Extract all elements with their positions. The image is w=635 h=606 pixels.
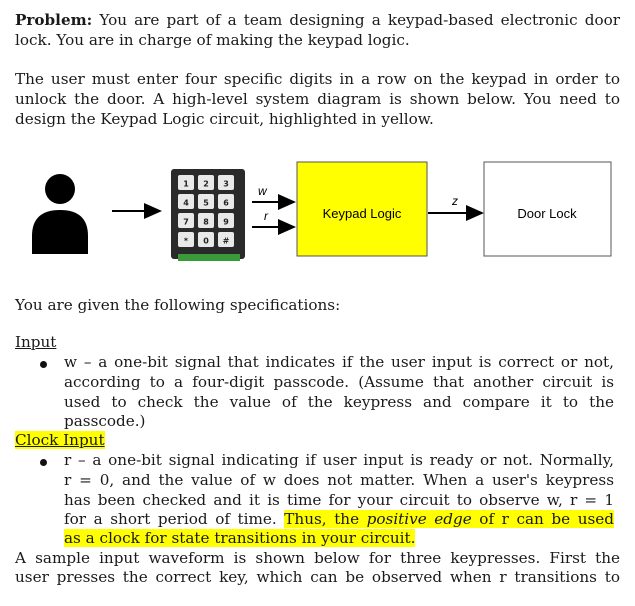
input-heading-text: Input xyxy=(15,333,57,351)
keypad-key-label: 9 xyxy=(223,217,229,227)
problem-line-2: lock. You are in charge of making the keypad logic. xyxy=(15,31,410,49)
keypad-key-label: 5 xyxy=(203,198,209,208)
r-line-4-plain: for a short period of time. xyxy=(64,510,285,528)
w-line-2: according to a four-digit passcode. (Assume that another circuit is xyxy=(64,373,614,391)
r-line-5-highlight: as a clock for state transitions in your circuit. xyxy=(64,529,416,547)
clock-input-heading xyxy=(15,431,620,451)
w-line-4: passcode.) xyxy=(64,412,146,430)
r-line-1: r – a one-bit signal indicating if user input is ready or not. Normally, xyxy=(64,451,614,469)
bullet-r xyxy=(40,459,47,466)
w-line-3: used to check the value of the keypress and compare it to the xyxy=(64,393,614,411)
keypad-key-label: * xyxy=(183,236,189,246)
signal-w-label: w xyxy=(258,184,267,198)
keypad-logic-label: Keypad Logic xyxy=(322,206,402,221)
sample-line-1: A sample input waveform is shown below for three keypresses. First the xyxy=(15,549,620,567)
keypad-key-label: 1 xyxy=(183,179,189,189)
keypad-key-label: 7 xyxy=(183,217,189,227)
user-icon xyxy=(32,174,88,254)
keypad-key-label: 0 xyxy=(203,236,209,246)
sample-line-2: user presses the correct key, which can be observed when r transitions to xyxy=(15,568,620,586)
intro-line-3: design the Keypad Logic circuit, highlighted in yellow. xyxy=(15,110,434,128)
keypad-key-label: 6 xyxy=(223,198,229,208)
r-line-4 xyxy=(64,510,614,530)
keypad-key-label: # xyxy=(222,236,230,246)
clock-input-heading-text: Clock Input xyxy=(15,431,105,449)
keypad-key-label: 4 xyxy=(183,198,189,208)
r-line-2: r = 0, and the value of w does not matter. When a user's keypress xyxy=(64,471,614,489)
intro-line-1: The user must enter four specific digits in a row on the keypad in order to xyxy=(15,70,620,88)
problem-label: Problem: xyxy=(15,11,93,29)
system-diagram xyxy=(0,150,635,270)
keypad-key-label: 2 xyxy=(203,179,209,189)
input-heading xyxy=(15,333,620,353)
w-line-1: w – a one-bit signal that indicates if the user input is correct or not, xyxy=(64,353,614,371)
keypad-key-label: 8 xyxy=(203,217,209,227)
r-line-3: has been checked and it is time for your circuit to observe w, r = 1 xyxy=(64,491,614,509)
bullet-w xyxy=(40,361,47,368)
r-line-5 xyxy=(64,529,614,549)
door-lock-label: Door Lock xyxy=(517,206,577,221)
keypad-key-label: 3 xyxy=(223,179,229,189)
intro-line-2: unlock the door. A high-level system diagram is shown below. You need to xyxy=(15,90,620,108)
r-line-4-hl-a: Thus, the xyxy=(284,510,367,528)
specs-intro: You are given the following specifications: xyxy=(15,296,341,314)
r-line-4-highlight xyxy=(284,510,614,528)
r-line-4-hl-b: of r can be used xyxy=(471,510,614,528)
problem-line-1 xyxy=(15,11,620,31)
keypad-icon xyxy=(171,169,245,261)
problem-text-1: You are part of a team designing a keypad-based electronic door xyxy=(99,11,620,29)
signal-r-label: r xyxy=(264,209,268,223)
r-line-4-hl-em: positive edge xyxy=(366,510,472,528)
signal-z-label: z xyxy=(452,194,458,208)
